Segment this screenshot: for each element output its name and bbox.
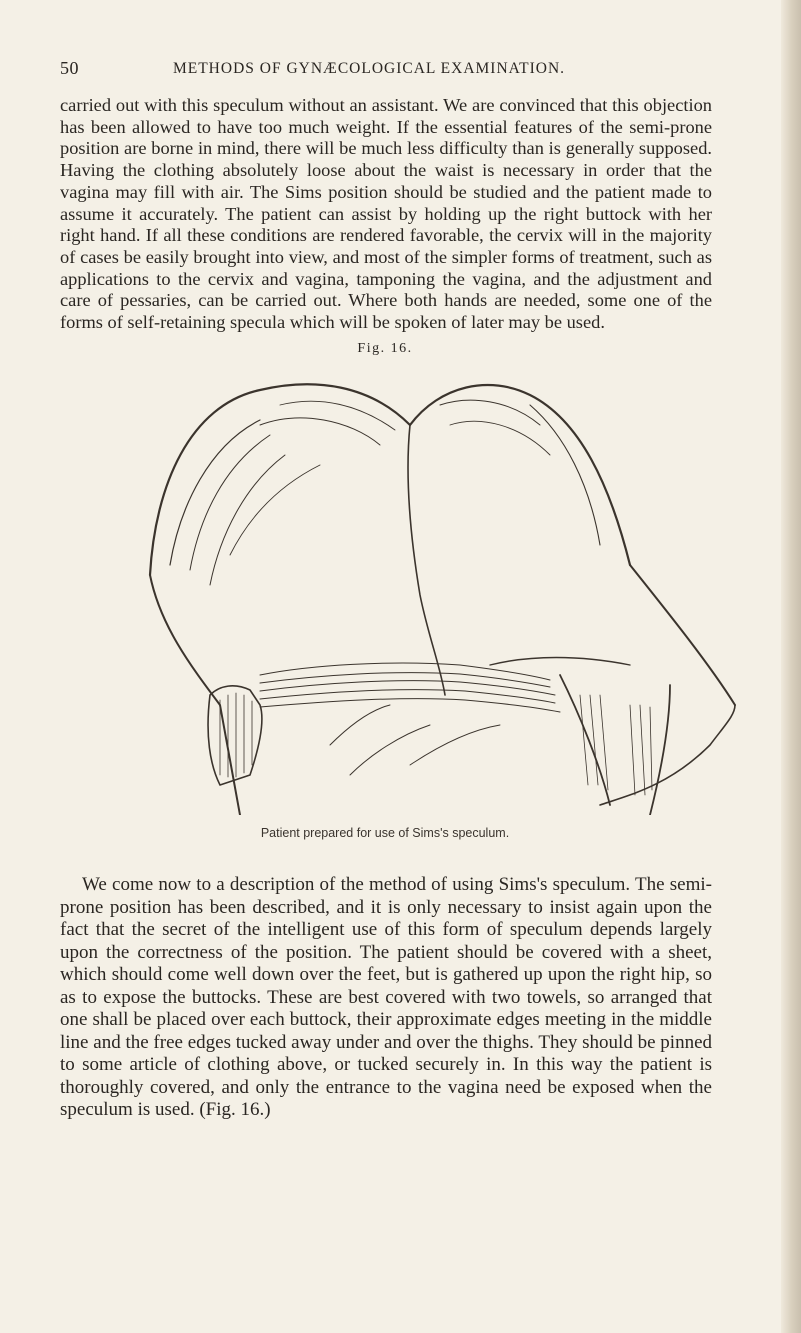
towel-fold-9 (530, 405, 600, 545)
towel-fold-7 (440, 400, 540, 425)
gathered-sheet (260, 663, 560, 712)
thigh-outline-right (630, 565, 735, 705)
page-spine-edge (781, 0, 801, 1333)
fabric-fold-lower-2 (350, 725, 430, 775)
figure-label: Fig. 16. (357, 341, 413, 356)
page-number: 50 (60, 58, 79, 78)
sheet-edge (490, 658, 630, 666)
paragraph-2: We come now to a description of the method of using Sims's speculum. The semi-prone position has been described, and it is only necessary to insist again upon the fact that the secret of the intelligent use of this form of speculum depends largely upon the correctness of the position. The patient should be covered with a sheet, which should come well down over the feet, but is gathered up upon the right hip, so as to expose the buttocks. These are best covered with two towels, so arranged that one shall be placed over each buttock, their approximate edges meeting in the middle line and the free edges tucked away under and over the thighs. They should be pinned to some article of clothing above, or tucked securely in. In this way the patient is thoroughly covered, and only the entrance to the vagina need be exposed when the speculum is used. (Fig. 16.) (60, 874, 712, 1120)
towel-fold-2 (190, 435, 270, 570)
running-title: METHODS OF GYNÆCOLOGICAL EXAMINATION. (172, 60, 566, 77)
running-head (60, 58, 630, 84)
towel-fold-1 (170, 420, 260, 565)
towel-fold-4 (230, 465, 320, 555)
figure-caption: Patient prepared for use of Sims's speculum. (260, 826, 510, 840)
towel-fold-8 (450, 421, 550, 455)
figure-illustration (110, 365, 740, 815)
gluteal-cleft (408, 425, 445, 695)
fabric-fold-lower-1 (330, 705, 390, 745)
towel-fold-3 (210, 455, 285, 585)
buttocks-outline (150, 384, 630, 575)
paragraph-1: carried out with this speculum without an assistant. We are convinced that this objection has been allowed to have too much weight. If the essential features of the semi-prone position are borne in mind, there will be much less difficulty than is generally supposed. Having the clothing absolutely loose about the waist is necessary in order that the vagina may fill with air. The Sims position should be studied and the patient made to assume it accurately. The patient can assist by holding up the right buttock with her right hand. If all these conditions are rendered favorable, the cervix will in the majority of cases be easily brought into view, and most of the simpler forms of treatment, such as applications to the cervix and vagina, tamponing the vagina, and the adjustment and care of pessaries, can be carried out. Where both hands are needed, some one of the forms of self-retaining specula which will be spoken of later may be used. (60, 95, 712, 333)
towel-fold-5 (260, 418, 380, 445)
thigh-outline-left (150, 575, 240, 815)
fabric-fold-lower-3 (410, 725, 500, 765)
towel-fold-6 (280, 401, 395, 430)
leg-right (560, 675, 670, 815)
